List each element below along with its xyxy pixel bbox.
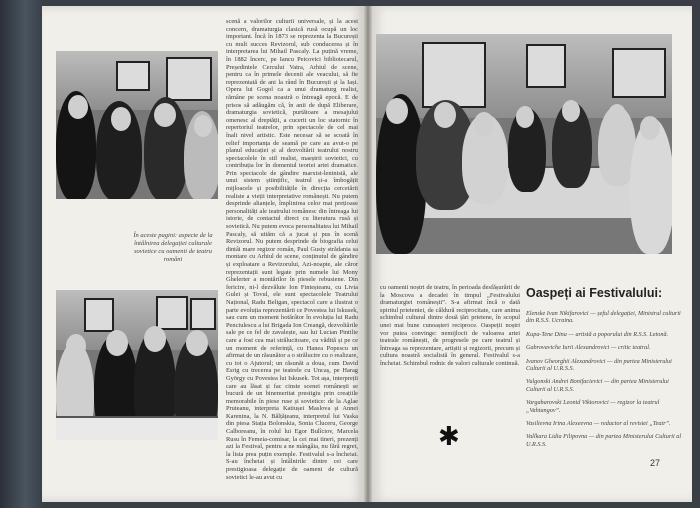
guest-item: Vallkara Lidia Filipovna — din partea Ministerului Culturii al U.R.S.S. — [526, 433, 682, 448]
guest-item: Kupa-Tene Dina — artistă a poporului din R.S.S. Letonă. — [526, 330, 669, 338]
photo-festival-meeting — [376, 34, 672, 254]
guest-item: Vasilievna Irina Alexeevna — redactor al revistei „Teatr”. — [526, 420, 671, 428]
asterisk-ornament: ✱ — [438, 422, 460, 451]
photo-delegation-top — [56, 51, 218, 199]
page-gutter — [364, 6, 372, 502]
guests-list — [526, 310, 686, 454]
guest-item: Elenske Ivan Nikifarovici — șeful delegației, Ministrul culturii din R.S.S. Ucraina. — [526, 310, 681, 325]
left-photo-caption: În aceste pagini: aspecte de la întâlnirea delegației culturale sovietice cu oamenii de teatru români — [133, 232, 213, 263]
guest-item: Ivanov Gheorghii Alexandrovici — din partea Ministerului Culturii al U.R.S.S. — [526, 357, 672, 373]
page-number: 27 — [650, 458, 661, 468]
guest-item: Vargabarovski Leonid Viktorovici — regizor la teatrul „Vahtangov”. — [526, 399, 660, 414]
left-page — [42, 6, 364, 502]
left-column-text: scenă a valorilor culturii universale, și la acest concern, dramaturgia clasică rusă ocupă un loc important. Încă în 1873 se reprezenta la București cu mult succes Revizorul, sub conducerea și în interpretarea lui Mihail Pascaly. La puțină vreme, în 1882 încerc, pe Iancu Peicovici bibliotecarul, Președintele Cercului Vatra, Arhiul de scene, pentru ca în primele decenii ale veacului, să fie reprezentată de ani la rând în București și la Iași. Opera lui Gogol ca a unui dramaturg realist, rămâne pe scena noastră o întreagă epocă. E de prisos să adăugăm că, în anii de după Eliberare, dramaturgia sovietică, purtătoare a mesajului omenesc al dreptății, a cucerit un loc statornic în repertoriul teatrelor, prin spectacole de cel mai înalt nivel artistic. Este necesar să se scoată în relief importanța de seamă pe care au avut-o pe planul educației și al dezvoltării teatrului nostru spectacolele în stil realist, maeștrii sovietici, cu contribuția lor în domeniul teoriei artei dramatice. Prin spectacole de gândire marxist-leninistă, ale unui sistem științific, teatrul și-a îmbogățit mijloacele și posibilitățile în direcția cercetării realiste a vieții interpretative românești. Nu putem desprinde alianțele, împlinirea celor mai prețioase personalități ale teatrului românesc din întreaga lui istorie, de contactul direct cu literatura rusă și sovietică. Nu putem evoca personalitatea lui Mihail Pascaly, să uităm că a jucat și pus în scenă Revizorul. Nu putem desprinde de biografia celui dintâi mare regizor român, Paul Gusty strădania sa montare cu Arhiul de scene, conținutul de gândire și exploatare a Revizorului, Azi-noapte, ale căror reprezentații sunt legate prin numele lui Mony Ghelerter a montărilor în piesele rebusiene. Din fericire, ni-l dezvăluie Ion Finteșteanu, cu Livia Gulei și Tovul, ele sunt spectacolele Teatrului Național, Radu Beligan, spectacol care a ilustrat o parte evoluția reprezentării ce Povestea lui Iskusek, sau cum un moment hotărâtor în evoluția lui Radu Penciulescu a lui Brigada Ion Creangă, dezvoltările sale pe ce fel de zavalește, sau lui Lucian Pintilie care a fost cea mai strălucitoare, cu vădită și pe ce un moment de referință, cu Hanea Popescu un afirmat de un răsunător a o strălucire cu o realizare, cu tot o Ajutorul; un răsunăt a doua, cum David Esrig cu trecerea pe teatrele cu Uncaș, pe Harag György cu Povestea lui Iskusek. Tot așa, interpreții care au lăsat și fac cinste scenei românești se bucură de un binemeritat prestigiu prin creațiile memorabile în piese ruse și sovietice: de la Aglae Pruteanu, interpreta Katiușei Maslova și Annei Karenina, la N. Bălțățeanu, interpretul lui Vaska din piesa Stația Bolonskia, Sonia Cluceru, George Calboreanu, în rolul lui Egor Bulîciov, Marcela Rusu în Femeia-comisar, la cei mai tineri, prezenți azi la Festival, pentru a ne mângâia, nu fără regret, la lista prea puțin exemple. Festivalul s-a încheiat. S-au încheiat și întâlnirile dintre cei care prestigioasa delegație de oameni de cultură sovietici le-au avut cu — [226, 18, 358, 481]
photo-delegation-bottom — [56, 290, 218, 440]
guests-heading: Oaspeți ai Festivalului: — [526, 286, 663, 300]
guest-item: Vulgonski Andrei Bonifacievici — din partea Ministerului Culturii al U.R.S.S. — [526, 378, 669, 393]
guest-item: Gabrovaviche Iurii Alexandrovici — critic teatral. — [526, 344, 651, 352]
right-page — [372, 6, 692, 502]
right-column-text: cu oamenii noștri de teatru, în perioada desfășurării de la Moscova a decadei în timpul „Festivalului dramaturgiei românești”. S-a afirmat încă o dată spiritul prieteniei, de căldură reciprocitate, care anima schimbul cultural dintre două țări prietene, în scopul unei mai bune cunoașteri reciproce. Oaspeții noștri vor putea convinge: nemijlocit de valoarea artei teatrale românești, de progresele pe care teatrul și întreaga sa reprezentare, artiștii și regizorii, precum și cultura noastră socialistă în general. Festivalul s-a încheiat. Schimbul rodnic de valori culturale continuă. — [380, 284, 520, 367]
book-binding — [0, 0, 42, 508]
